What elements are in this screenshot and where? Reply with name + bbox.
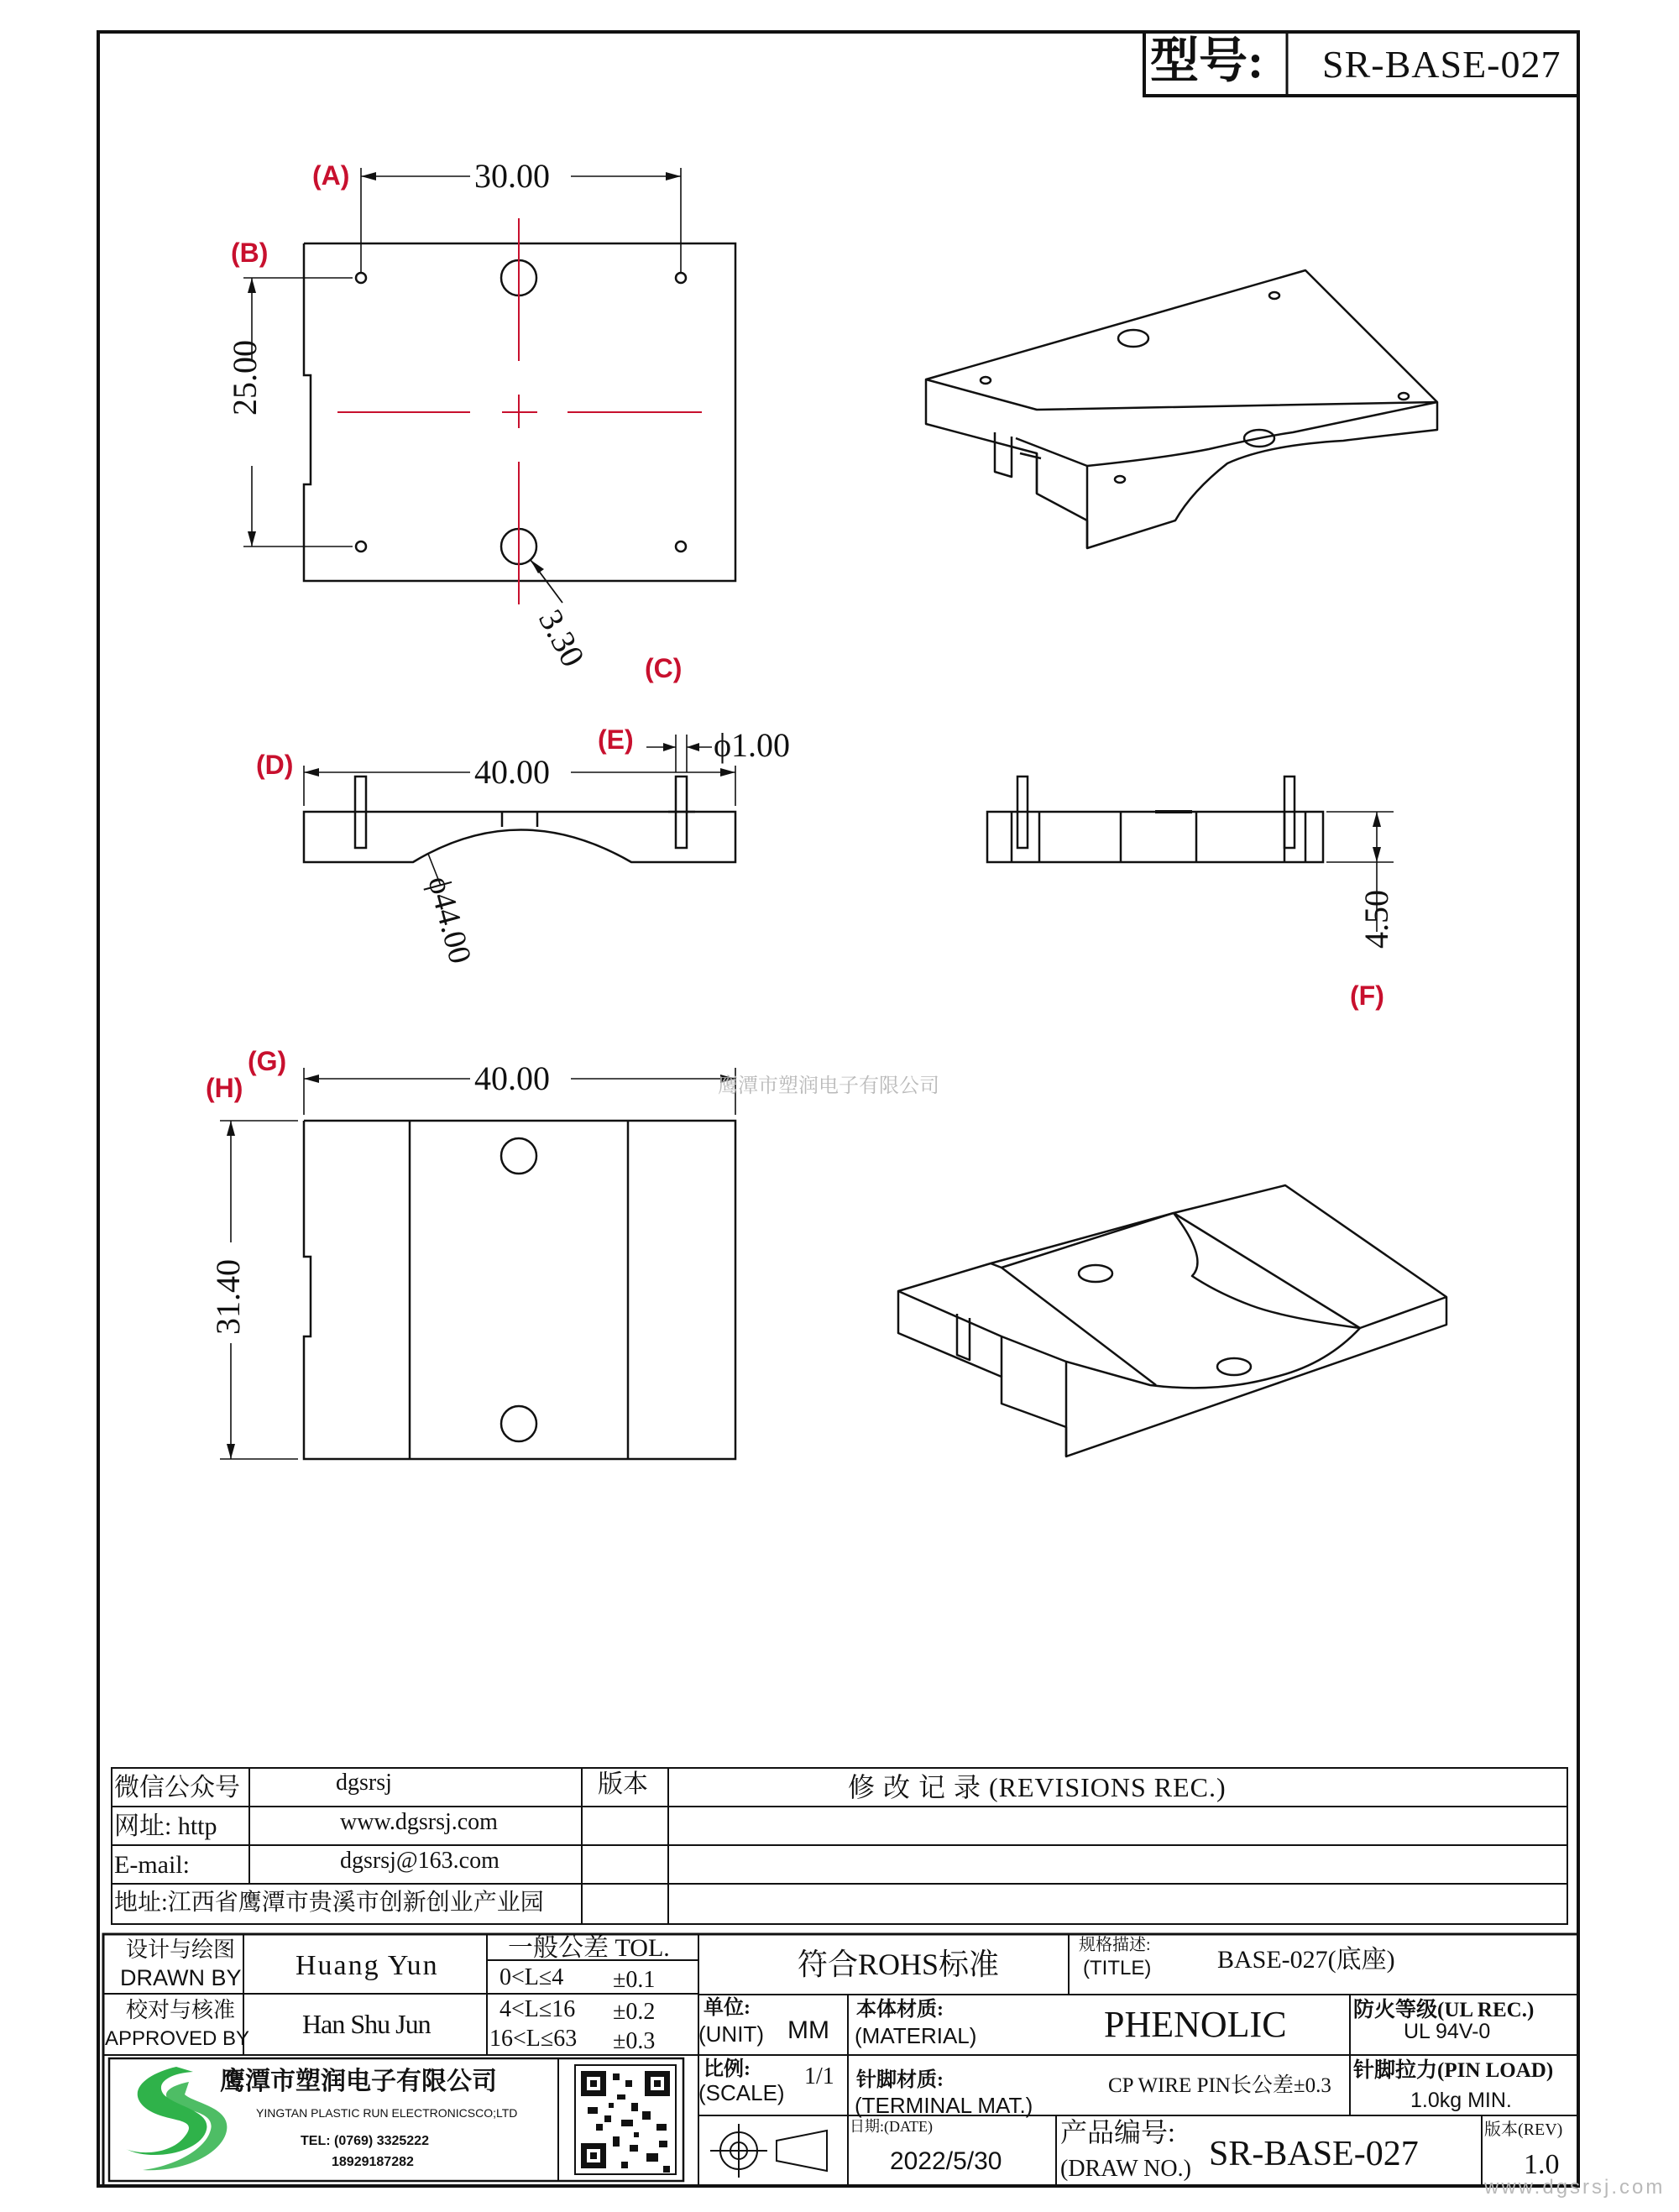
contact-web-value[interactable]: www.dgsrsj.com (340, 1809, 498, 1835)
company-tel: TEL: (0769) 3325222 (301, 2134, 429, 2148)
scale-en: (SCALE) (698, 2080, 785, 2105)
version-header: 版本 (598, 1770, 648, 1798)
company-logo (126, 2067, 227, 2170)
approved-by-cn: 校对与核准 (126, 1998, 236, 2022)
contact-email-label: E-mail: (114, 1851, 190, 1879)
contact-wechat-value: dgsrsj (336, 1770, 392, 1796)
bottom-view (220, 1068, 735, 1459)
drawn-by-en: DRAWN BY (120, 1965, 242, 1990)
label-f: (F) (1350, 980, 1384, 1011)
tol-range-3: 16<L≤63 (489, 2026, 578, 2052)
contact-email-value[interactable]: dgsrsj@163.com (340, 1848, 500, 1874)
date-value: 2022/5/30 (890, 2147, 1002, 2175)
revisions-header: 修 改 记 录 (REVISIONS REC.) (848, 1772, 1227, 1802)
draw-no-value: SR-BASE-027 (1209, 2135, 1419, 2173)
scale-value: 1/1 (804, 2063, 834, 2089)
company-name-cn: 鹰潭市塑润电子有限公司 (220, 2068, 497, 2095)
label-h: (H) (206, 1073, 243, 1103)
label-a: (A) (312, 160, 350, 191)
revision-value: 1.0 (1524, 2149, 1560, 2180)
dim-arc-dia: ϕ44.00 (421, 872, 479, 968)
contact-address: 地址:江西省鹰潭市贵溪市创新创业产业园 (114, 1890, 544, 1916)
pin-load-cn: 针脚拉力(PIN LOAD) (1353, 2059, 1554, 2082)
unit-en: (UNIT) (698, 2021, 764, 2047)
company-mobile: 18929187282 (332, 2155, 414, 2169)
company-name-en: YINGTAN PLASTIC RUN ELECTRONICSCO;LTD (256, 2106, 518, 2120)
title-cn: 规格描述: (1079, 1936, 1151, 1954)
dim-thickness: 4.50 (1357, 890, 1395, 949)
tol-range-1: 0<L≤4 (500, 1964, 564, 1990)
unit-cn: 单位: (704, 1997, 751, 2019)
model-number: SR-BASE-027 (1322, 43, 1561, 86)
tol-value-2: ±0.2 (613, 1999, 656, 2025)
top-view-centerlines (337, 218, 702, 604)
fire-rating-cn: 防火等级(UL REC.) (1353, 1999, 1535, 2021)
draw-no-cn: 产品编号: (1060, 2117, 1175, 2147)
dim-bottom-height: 31.40 (209, 1259, 247, 1335)
dim-top-height: 25.00 (226, 340, 264, 416)
rohs-statement: 符合ROHS标准 (798, 1948, 1000, 1981)
material-en: (MATERIAL) (855, 2023, 977, 2048)
iso-view-bottom (898, 1185, 1446, 1456)
dim-front-width: 40.00 (474, 753, 550, 791)
top-view (243, 168, 735, 603)
contact-wechat-label: 微信公众号 (114, 1774, 240, 1801)
site-watermark: www.dgsrsj.com (1484, 2176, 1666, 2199)
model-label: 型号: (1150, 34, 1264, 88)
side-view (987, 777, 1394, 932)
tolerance-header: 一般公差 TOL. (508, 1934, 670, 1962)
revision-label: 版本(REV) (1484, 2120, 1563, 2139)
tol-value-3: ±0.3 (613, 2028, 656, 2054)
label-c: (C) (645, 653, 683, 683)
approved-by-en: APPROVED BY (105, 2027, 250, 2050)
label-e: (E) (598, 724, 634, 755)
label-d: (D) (256, 750, 294, 780)
dim-bottom-width: 40.00 (474, 1059, 550, 1097)
approved-by-name: Han Shu Jun (302, 2009, 431, 2039)
material-value: PHENOLIC (1104, 2004, 1287, 2045)
title-en: (TITLE) (1083, 1957, 1152, 1979)
label-b: (B) (231, 238, 269, 268)
qr-code (575, 2065, 676, 2174)
label-g: (G) (248, 1046, 287, 1076)
tol-value-1: ±0.1 (613, 1967, 656, 1993)
terminal-value: CP WIRE PIN长公差±0.3 (1108, 2074, 1331, 2097)
unit-value: MM (787, 2016, 829, 2044)
scale-cn: 比例: (704, 2058, 751, 2080)
pin-load-value: 1.0kg MIN. (1410, 2089, 1512, 2112)
tol-range-2: 4<L≤16 (500, 1996, 576, 2022)
draw-no-en: (DRAW NO.) (1060, 2156, 1191, 2182)
terminal-cn: 针脚材质: (856, 2069, 944, 2091)
drawn-by-cn: 设计与绘图 (126, 1937, 236, 1962)
dim-hole-dia: 3.30 (531, 603, 593, 673)
terminal-en: (TERMINAL MAT.) (855, 2093, 1033, 2118)
dim-pin-dia: ϕ1.00 (714, 726, 791, 764)
title-value: BASE-027(底座) (1217, 1946, 1395, 1974)
company-watermark: 鹰潭市塑润电子有限公司 (718, 1075, 939, 1097)
date-label: 日期:(DATE) (850, 2118, 933, 2135)
outer-border (98, 32, 1578, 2186)
fire-rating-value: UL 94V-0 (1404, 2020, 1491, 2043)
iso-view-top (926, 270, 1437, 548)
dim-top-width: 30.00 (474, 157, 550, 195)
projection-symbol (710, 2124, 827, 2178)
material-cn: 本体材质: (856, 1999, 944, 2021)
drawn-by-name: Huang Yun (296, 1950, 439, 1981)
contact-web-label: 网址: http (114, 1812, 217, 1840)
